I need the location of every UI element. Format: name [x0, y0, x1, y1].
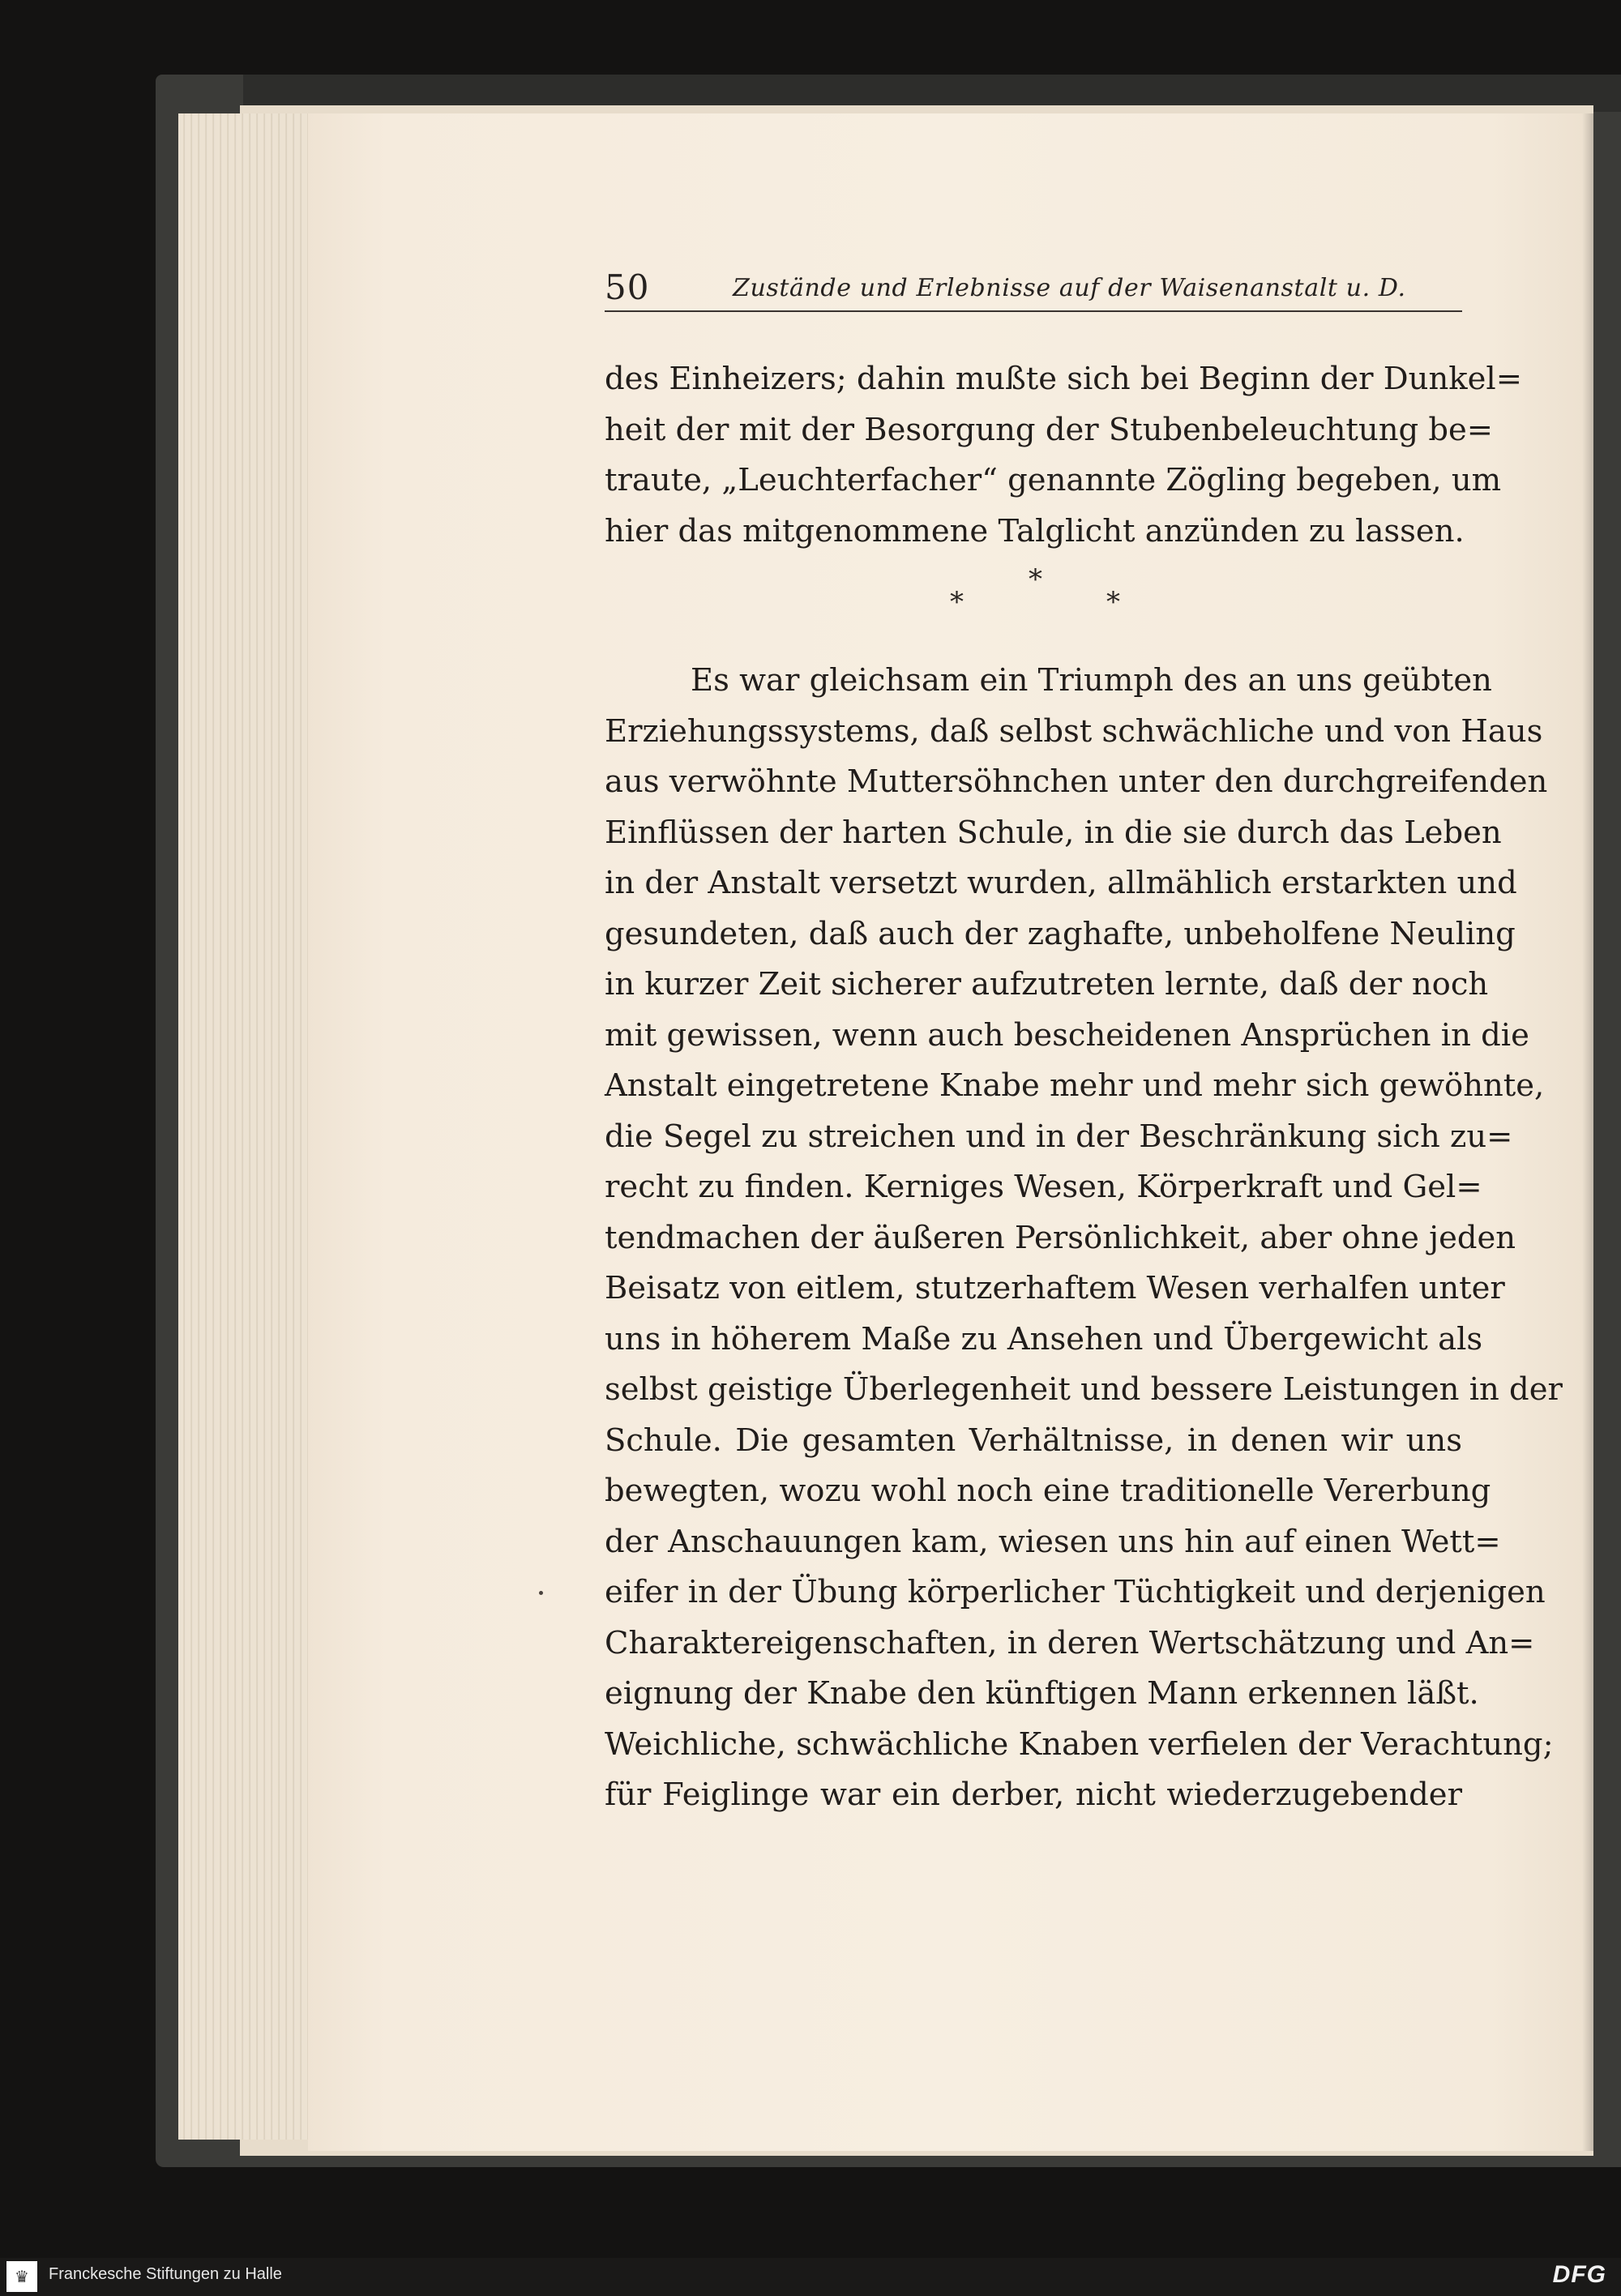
text-line: für Feiglinge war ein derber, nicht wiederzugebender — [605, 1777, 1462, 1813]
text-line: uns in höherem Maße zu Ansehen und Übergewicht als — [605, 1320, 1483, 1358]
text-line: Anstalt eingetretene Knabe mehr und mehr sich gewöhnte, — [605, 1067, 1545, 1104]
text-line: Erziehungssystems, daß selbst schwächliche und von Haus — [605, 712, 1543, 750]
running-head: Zustände und Erlebnisse auf der Waisenanstalt u. D. — [733, 274, 1406, 302]
text-line: traute, „Leuchterfacher“ genannte Zögling begeben, um — [605, 462, 1502, 498]
text-line: Einflüssen der harten Schule, in die sie durch das Leben — [605, 814, 1502, 851]
text-line: heit der mit der Besorgung der Stubenbeleuchtung be= — [605, 411, 1494, 448]
text-line: in kurzer Zeit sicherer aufzutreten lernte, daß der noch — [605, 966, 1489, 1003]
text-line: gesundeten, daß auch der zaghafte, unbeholfene Neuling — [605, 915, 1516, 952]
text-line: Beisatz von eitlem, stutzerhaftem Wesen verhalfen unter — [605, 1270, 1505, 1306]
ink-speck — [539, 1591, 543, 1595]
text-line: recht zu finden. Kerniges Wesen, Körperkraft und Gel= — [605, 1169, 1482, 1205]
text-line: mit gewissen, wenn auch bescheidenen Ansprüchen in die — [605, 1016, 1529, 1054]
institution-seal-icon: ♛ — [6, 2261, 37, 2292]
asterisk-mark: * — [1029, 563, 1042, 596]
text-line: selbst geistige Überlegenheit und bessere Leistungen in der — [605, 1371, 1563, 1408]
paragraph-2 — [605, 656, 1563, 1821]
section-separator — [605, 557, 1462, 634]
page-edges — [178, 113, 312, 2140]
page-number: 50 — [605, 267, 650, 307]
footer-funder-logo: DFG — [1552, 2261, 1606, 2288]
page-header — [605, 261, 1462, 310]
text-line: tendmachen der äußeren Persönlichkeit, aber ohne jeden — [605, 1219, 1516, 1256]
asterisk-mark: * — [1106, 586, 1120, 618]
text-line: hier das mitgenommene Talglicht anzünden zu lassen. — [605, 512, 1465, 549]
text-line: bewegten, wozu wohl noch eine traditionelle Vererbung — [605, 1473, 1491, 1509]
text-line: eifer in der Übung körperlicher Tüchtigkeit und derjenigen — [605, 1574, 1546, 1610]
text-line: Es war gleichsam ein Triumph des an uns geübten — [691, 662, 1492, 699]
text-line: des Einheizers; dahin mußte sich bei Beginn der Dunkel= — [605, 361, 1522, 397]
page-gutter-shadow — [1582, 113, 1593, 2151]
text-line: in der Anstalt versetzt wurden, allmählich erstarkten und — [605, 865, 1517, 901]
text-line: Charaktereigenschaften, in deren Wertschätzung und An= — [605, 1624, 1535, 1661]
text-line: Weichliche, schwächliche Knaben verfielen der Verachtung; — [605, 1725, 1554, 1763]
text-line: die Segel zu streichen und in der Beschränkung sich zu= — [605, 1118, 1513, 1155]
paragraph-1 — [605, 354, 1522, 557]
text-line: Schule. Die gesamten Verhältnisse, in denen wir uns — [605, 1422, 1462, 1459]
text-line: der Anschauungen kam, wiesen uns hin auf einen Wett= — [605, 1523, 1501, 1560]
text-line: eignung der Knabe den künftigen Mann erkennen läßt. — [605, 1675, 1479, 1712]
footer-owner-label: Franckesche Stiftungen zu Halle — [49, 2265, 282, 2283]
separator-spacing — [605, 634, 1462, 656]
asterisk-mark: * — [950, 586, 964, 618]
text-line: aus verwöhnte Muttersöhnchen unter den durchgreifenden — [605, 763, 1548, 800]
body-text — [605, 354, 1563, 1821]
header-rule — [605, 310, 1462, 312]
